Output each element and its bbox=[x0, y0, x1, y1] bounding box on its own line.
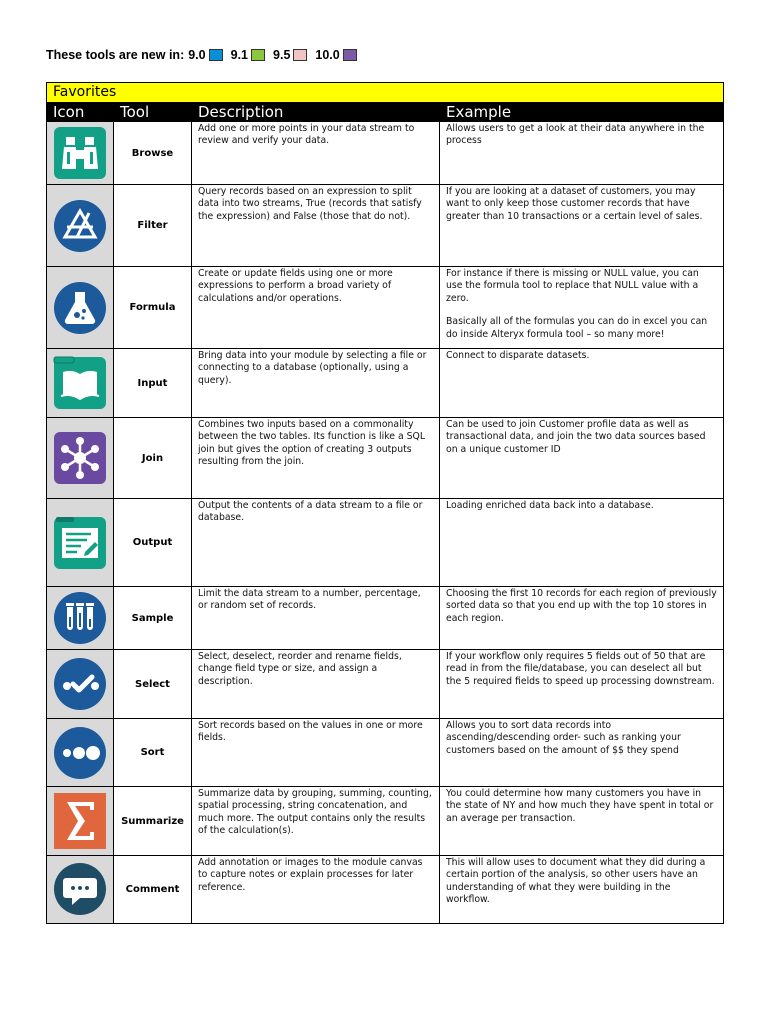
tool-description: Select, deselect, reorder and rename fields, change field type or size, and assign a description. bbox=[192, 650, 440, 719]
tool-description: Limit the data stream to a number, percentage, or random set of records. bbox=[192, 587, 440, 650]
section-title: Favorites bbox=[47, 83, 724, 103]
tool-example bbox=[440, 267, 724, 349]
tool-description: Summarize data by grouping, summing, counting, spatial processing, string concatenation, and much more. The output contains only the results of the calculation(s). bbox=[192, 787, 440, 856]
network-nodes-icon bbox=[53, 431, 107, 485]
open-book-icon bbox=[53, 356, 107, 410]
icon-cell bbox=[47, 787, 114, 856]
tool-description: Bring data into your module by selecting a file or connecting to a database (optionally, using a query). bbox=[192, 349, 440, 418]
speech-bubble-icon bbox=[52, 862, 108, 918]
table-row bbox=[47, 349, 724, 418]
header-description: Description bbox=[192, 103, 440, 122]
tool-description: Output the contents of a data stream to a file or database. bbox=[192, 499, 440, 587]
tool-example: Loading enriched data back into a database. bbox=[440, 499, 724, 587]
checkmark-icon bbox=[53, 657, 107, 711]
tool-description: Combines two inputs based on a commonality between the two tables. Its function is like a SQL join but gives the option of creating 3 outputs resulting from the join. bbox=[192, 418, 440, 499]
table-row bbox=[47, 587, 724, 650]
tool-name: Output bbox=[114, 499, 192, 587]
legend-swatch-green bbox=[251, 49, 265, 61]
legend-version: 9.0 bbox=[188, 48, 206, 62]
table-row bbox=[47, 185, 724, 267]
tool-name: Select bbox=[114, 650, 192, 719]
icon-cell bbox=[47, 418, 114, 499]
table-row bbox=[47, 719, 724, 787]
icon-cell bbox=[47, 650, 114, 719]
icon-cell bbox=[47, 185, 114, 267]
table-row bbox=[47, 650, 724, 719]
legend-item-9-5 bbox=[273, 48, 307, 62]
tool-description: Add one or more points in your data stream to review and verify your data. bbox=[192, 122, 440, 185]
legend-swatch-blue bbox=[209, 49, 223, 61]
table-row bbox=[47, 267, 724, 349]
icon-cell bbox=[47, 349, 114, 418]
tool-name: Input bbox=[114, 349, 192, 418]
tool-name: Sample bbox=[114, 587, 192, 650]
tool-description: Sort records based on the values in one or more fields. bbox=[192, 719, 440, 787]
icon-cell bbox=[47, 856, 114, 924]
version-legend bbox=[46, 46, 365, 64]
tool-description: Create or update fields using one or more expressions to perform a broad variety of calculations and/or operations. bbox=[192, 267, 440, 349]
tool-example: Can be used to join Customer profile data as well as transactional data, and join the two data sources based on a unique customer ID bbox=[440, 418, 724, 499]
tool-name: Filter bbox=[114, 185, 192, 267]
legend-swatch-pink bbox=[293, 49, 307, 61]
tool-example: If you are looking at a dataset of customers, you may want to only keep those customer records that have greater than 10 transactions or a certain level of sales. bbox=[440, 185, 724, 267]
table-row bbox=[47, 499, 724, 587]
tool-example: Connect to disparate datasets. bbox=[440, 349, 724, 418]
tool-name: Sort bbox=[114, 719, 192, 787]
tool-example: This will allow uses to document what they did during a certain portion of the analysis, so other users have an understanding of what they were building in the workflow. bbox=[440, 856, 724, 924]
legend-swatch-purple bbox=[343, 49, 357, 61]
legend-label: These tools are new in: bbox=[46, 48, 185, 62]
icon-cell bbox=[47, 267, 114, 349]
header-icon: Icon bbox=[47, 103, 114, 122]
test-tubes-icon bbox=[53, 591, 107, 645]
tool-name: Join bbox=[114, 418, 192, 499]
legend-item-9-0 bbox=[188, 48, 222, 62]
three-dots-icon bbox=[53, 726, 107, 780]
header-tool: Tool bbox=[114, 103, 192, 122]
tool-example-line: Basically all of the formulas you can do in excel you can do inside Alteryx formula tool – so many more! bbox=[446, 316, 708, 340]
tools-table bbox=[46, 82, 724, 924]
legend-version: 9.5 bbox=[273, 48, 291, 62]
table-row bbox=[47, 418, 724, 499]
icon-cell bbox=[47, 122, 114, 185]
filter-triangle-icon bbox=[53, 199, 107, 253]
tool-example: Choosing the first 10 records for each region of previously sorted data so that you end up with the top 10 stores in each region. bbox=[440, 587, 724, 650]
tool-name: Comment bbox=[114, 856, 192, 924]
section-header-row bbox=[47, 83, 724, 103]
tool-description: Query records based on an expression to split data into two streams, True (records that satisfy the expression) and False (those that do not). bbox=[192, 185, 440, 267]
flask-icon bbox=[53, 281, 107, 335]
tool-name: Summarize bbox=[114, 787, 192, 856]
table-row bbox=[47, 122, 724, 185]
legend-item-9-1 bbox=[231, 48, 265, 62]
tool-name: Formula bbox=[114, 267, 192, 349]
tool-example: Allows users to get a look at their data anywhere in the process bbox=[440, 122, 724, 185]
tool-description: Add annotation or images to the module canvas to capture notes or explain processes for later reference. bbox=[192, 856, 440, 924]
legend-item-10-0 bbox=[315, 48, 356, 62]
icon-cell bbox=[47, 587, 114, 650]
tool-example-line: For instance if there is missing or NULL value, you can use the formula tool to replace that NULL value with a zero. bbox=[446, 268, 699, 304]
tool-example: You could determine how many customers you have in the state of NY and how much they have spent in total or an average per transaction. bbox=[440, 787, 724, 856]
icon-cell bbox=[47, 499, 114, 587]
binoculars-icon bbox=[53, 126, 107, 180]
header-example: Example bbox=[440, 103, 724, 122]
icon-cell bbox=[47, 719, 114, 787]
tool-example: If your workflow only requires 5 fields out of 50 that are read in from the file/database, you can deselect all but the 5 required fields to speed up processing downstream. bbox=[440, 650, 724, 719]
table-row bbox=[47, 787, 724, 856]
legend-version: 10.0 bbox=[315, 48, 340, 62]
table-row bbox=[47, 856, 724, 924]
document-output-icon bbox=[53, 516, 107, 570]
column-header-row bbox=[47, 103, 724, 122]
tool-name: Browse bbox=[114, 122, 192, 185]
legend-version: 9.1 bbox=[230, 48, 249, 62]
tool-example: Allows you to sort data records into ascending/descending order- such as ranking your customers based on the amount of $$ they spend bbox=[440, 719, 724, 787]
sigma-icon bbox=[53, 792, 107, 850]
